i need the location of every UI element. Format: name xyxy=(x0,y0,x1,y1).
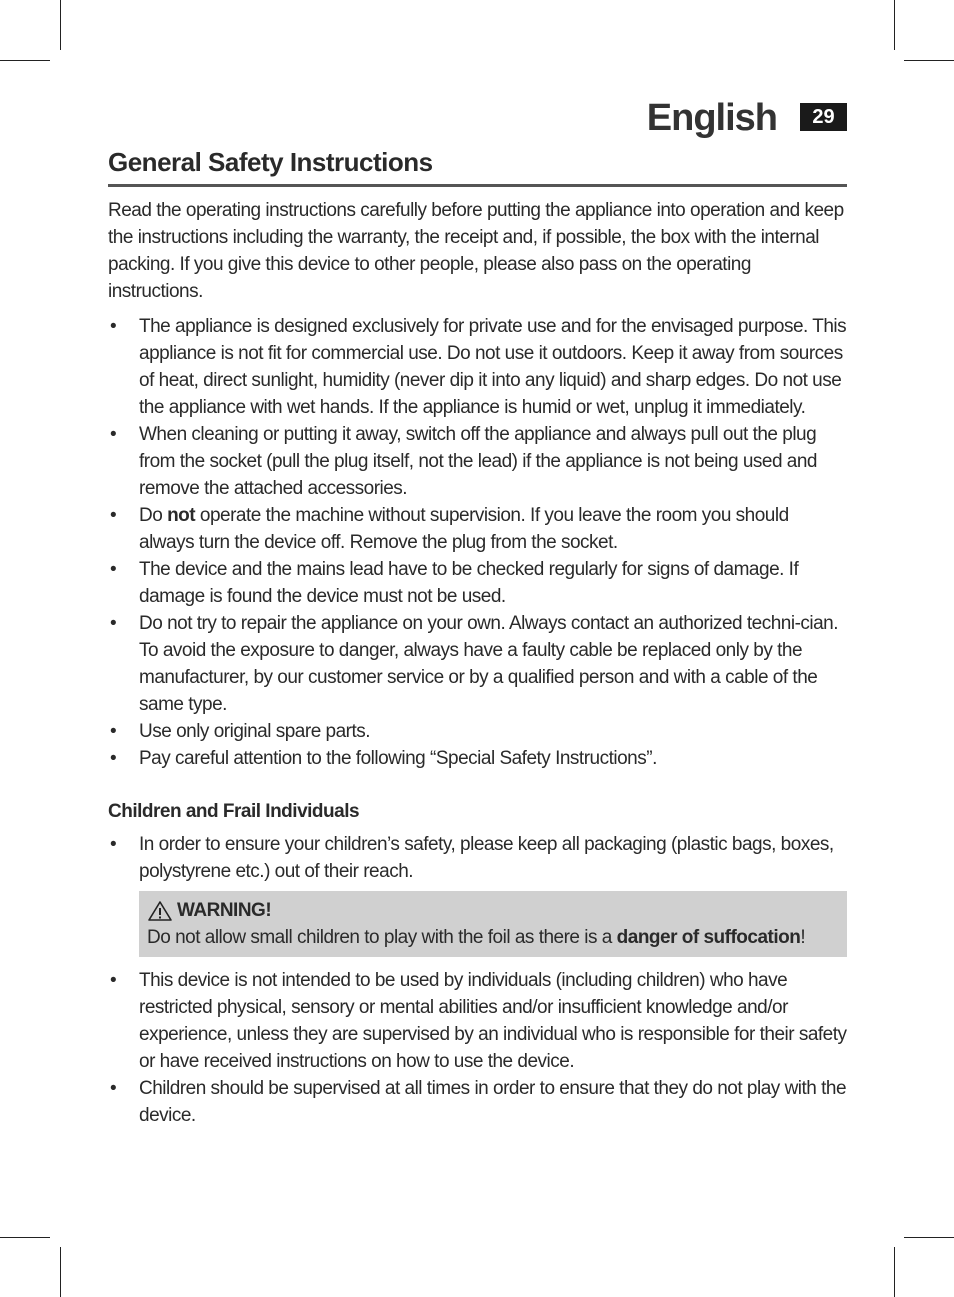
list-item: • Use only original spare parts. xyxy=(108,718,847,745)
language-title: English xyxy=(646,97,777,139)
crop-mark xyxy=(0,60,50,61)
list-item xyxy=(108,502,847,556)
intro-paragraph: Read the operating instructions carefully before putting the appliance into operation and keep the instructions including the warranty, the receipt and, if possible, the box with the internal packing. If you give this device to other people, please also pass on the operating instructions. xyxy=(108,200,844,302)
warning-title-row xyxy=(147,897,839,924)
children-heading: Children and Frail Individuals xyxy=(108,801,360,822)
crop-mark xyxy=(904,60,954,61)
list-item-text: operate the machine without supervision. If you leave the room you should always turn the device off. Remove the plug from the socket. xyxy=(139,505,789,553)
crop-mark xyxy=(60,1247,61,1297)
crop-mark xyxy=(894,1247,895,1297)
list-item: • In order to ensure your children’s safety, please keep all packaging (plastic bags, boxes, polystyrene etc.) out of their reach. xyxy=(108,831,847,885)
page-number-badge: 29 xyxy=(800,103,847,131)
list-item: • This device is not intended to be used by individuals (including children) who have restricted physical, sensory or mental abilities and/or insufficient knowledge and/or experience, unless they are supervised by an individual who is responsible for their safety or have received instructions on how to use the device. xyxy=(108,967,847,1075)
list-item: • Pay careful attention to the following “Special Safety Instructions”. xyxy=(108,745,847,772)
crop-mark xyxy=(60,0,61,50)
crop-mark xyxy=(0,1237,50,1238)
warning-text xyxy=(147,924,839,951)
children-list-continued xyxy=(108,967,847,1129)
list-item: • Do not try to repair the appliance on your own. Always contact an authorized techni-cian. To avoid the exposure to danger, always have a faulty cable be replaced only by the manufacturer, by our customer service or by a qualified person and with a cable of the same type. xyxy=(108,610,847,718)
children-list xyxy=(108,831,847,885)
warning-triangle-icon xyxy=(147,900,173,922)
emphasis-text: not xyxy=(167,505,196,526)
warning-box xyxy=(139,891,847,957)
warning-text-part: ! xyxy=(800,927,806,948)
crop-mark xyxy=(894,0,895,50)
list-item-text: Do xyxy=(139,505,168,526)
list-item: • The appliance is designed exclusively for private use and for the envisaged purpose. This appliance is not fit for commercial use. Do not use it outdoors. Keep it away from sources of heat, direct sunlight, humidity (never dip it into any liquid) and sharp edges. Do not use the appliance with wet hands. If the appliance is humid or wet, unplug it immediately. xyxy=(108,313,847,421)
crop-mark xyxy=(904,1237,954,1238)
list-item: • Children should be supervised at all times in order to ensure that they do not play with the device. xyxy=(108,1075,847,1129)
general-safety-list xyxy=(108,313,847,772)
list-item: • The device and the mains lead have to be checked regularly for signs of damage. If damage is found the device must not be used. xyxy=(108,556,847,610)
warning-title: WARNING! xyxy=(177,900,272,921)
page-content xyxy=(108,197,847,1129)
section-title: General Safety Instructions xyxy=(108,144,847,187)
warning-text-part: Do not allow small children to play with the foil as there is a xyxy=(147,927,617,948)
list-item: • When cleaning or putting it away, switch off the appliance and always pull out the plug from the socket (pull the plug itself, not the lead) if the appliance is not being used and remove the attached accessories. xyxy=(108,421,847,502)
warning-emphasis: danger of suffocation xyxy=(616,927,801,948)
